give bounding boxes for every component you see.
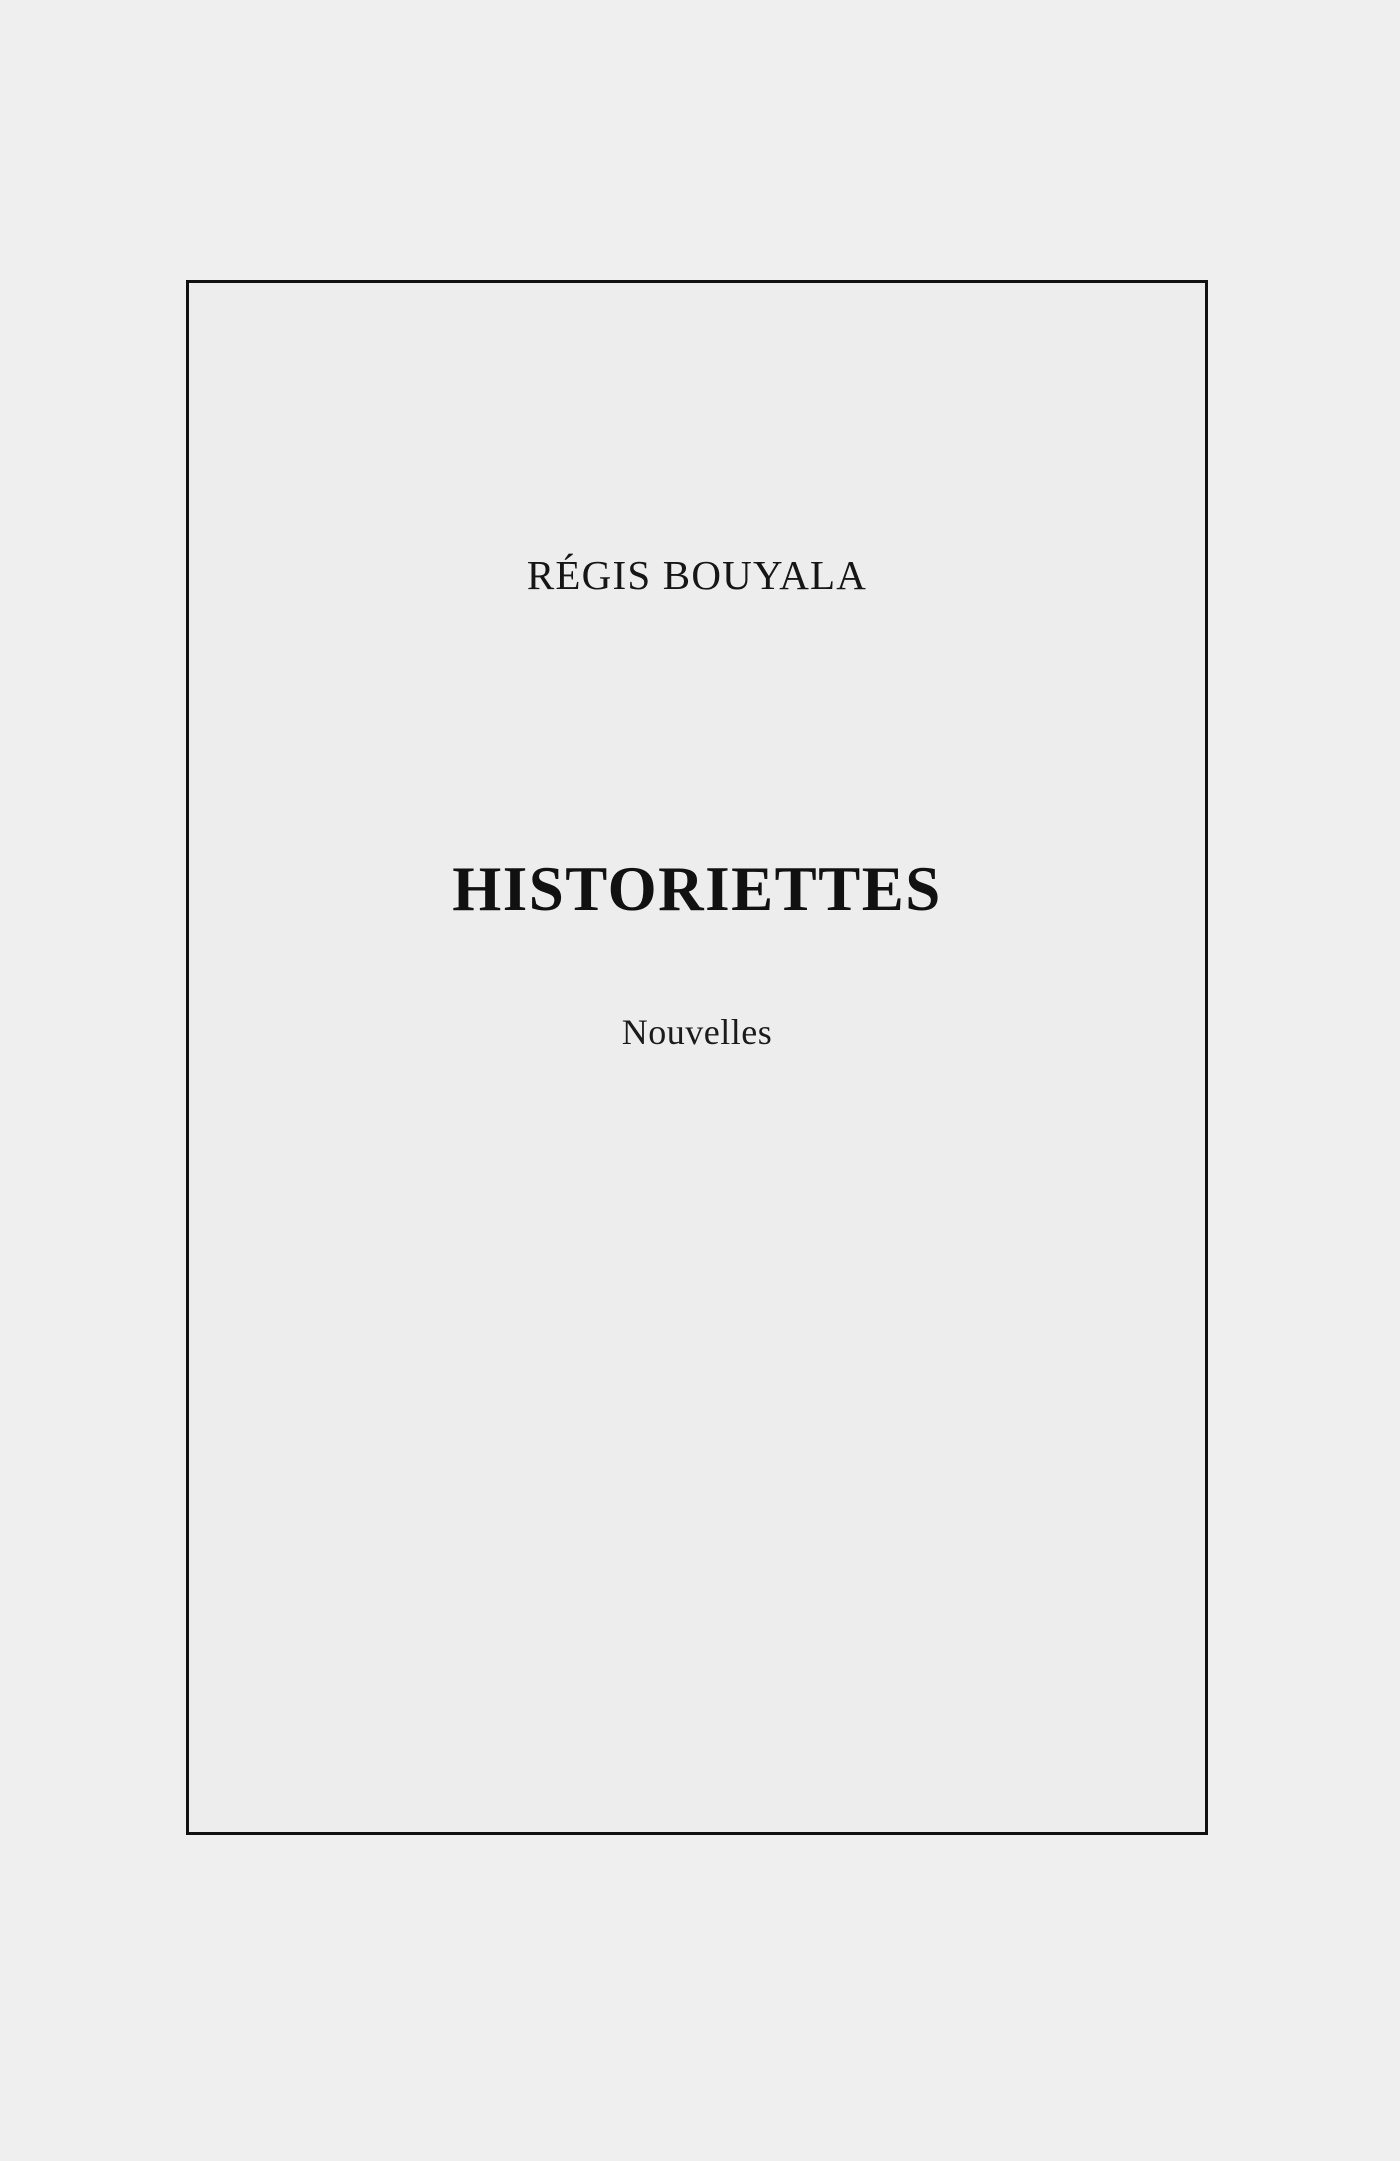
page-title: HISTORIETTES [452,854,942,924]
book-cover-content [189,283,1205,1832]
book-cover-frame [186,280,1208,1835]
author-name: RÉGIS BOUYALA [526,552,868,598]
book-subtitle: Nouvelles [621,1012,773,1052]
